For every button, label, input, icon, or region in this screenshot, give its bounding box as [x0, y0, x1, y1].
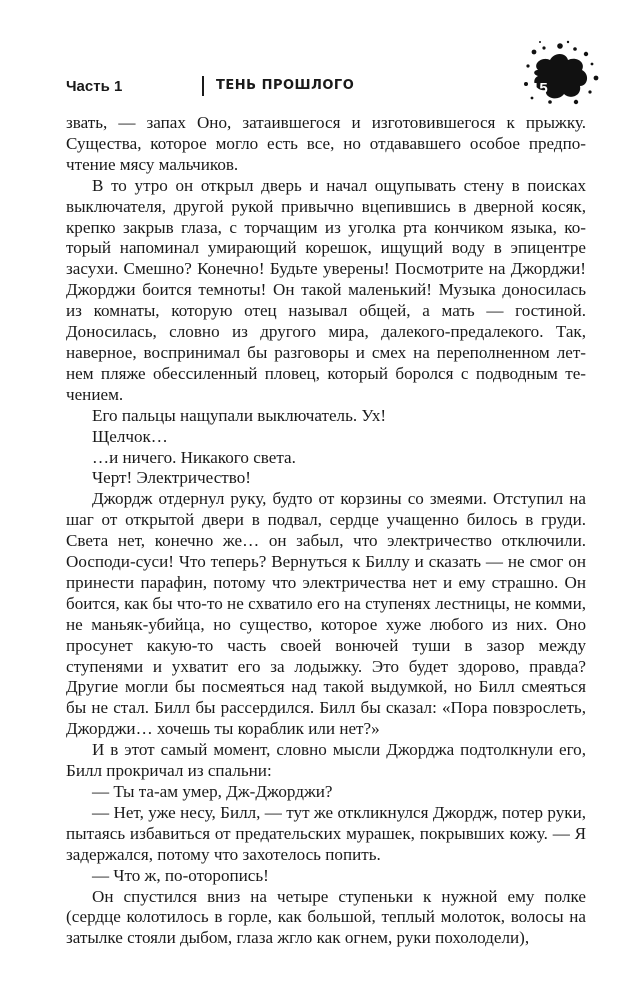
- paragraph: — Нет, уже несу, Билл, — тут же откликнулся Джордж, потер руки, пытаясь избавиться от предательских мурашек, покрывших кожу. — Я задержался, потому что захотелось попить.: [66, 802, 586, 864]
- paragraph: Черт! Электричество!: [92, 468, 251, 488]
- paragraph: звать, — запах Оно, затаившегося и изготовившегося к прыжку. Существа, которое могло есть все, но отдававшего особое предпочтение мясу мальчиков.: [66, 113, 586, 174]
- paragraph: Он спустился вниз на четыре ступеньки к нужной ему полке (сердце колотилось в горле, как большой, теплый молоток, волосы на затылке стояли дыбом, глаза жгло как огнем, руки похолодели),: [66, 886, 586, 948]
- paragraph: — Что ж, по-оторопись!: [92, 865, 269, 885]
- paragraph: И в этот самый момент, словно мысли Джорджа подтолкнули его, Билл прокричал из спальни:: [66, 740, 586, 781]
- section-title: ТЕНЬ ПРОШЛОГО: [216, 78, 355, 93]
- page-number: 15: [531, 80, 548, 97]
- paragraph: В то утро он открыл дверь и начал ощупывать стену в поисках выключателя, другой рукой привычно вцепившись в дверной косяк, крепко закрыв глаза, с торчащим из уголка рта кончиком языка, который напоминал умирающий корешок, ищущий воду в эпицентре засухи. Смешно? Конечно! Будьте уверены! Посмотрите на Джорджи! Джорджи боится темноты! Он такой маленький! Музыка доносилась из комнаты, которую отец называл общей, а мать — гостиной. Доносилась, словно из другого мира, далекого-предалекого. Так, наверное, воспринимал бы разговоры и смех на переполненном летнем пляже обессиленный пловец, который боролся с подводным течением.: [66, 175, 586, 404]
- paragraph: — Ты та-ам умер, Дж-Джорджи?: [92, 782, 333, 801]
- running-header: [66, 78, 586, 100]
- header-separator: [202, 76, 204, 96]
- part-label: Часть 1: [66, 78, 123, 95]
- body-text: [66, 113, 586, 949]
- paragraph: …и ничего. Никакого света.: [92, 447, 296, 467]
- paragraph: Щелчок…: [92, 426, 168, 446]
- paragraph: Его пальцы нащупали выключатель. Ух!: [92, 405, 387, 425]
- paragraph: Джордж отдернул руку, будто от корзины со змеями. Отступил на шаг от открытой двери в подвал, сердце учащенно билось в груди. Света нет, конечно же… он забыл, что электричество отключили. Оосподи-суси! Что теперь? Вернуться к Биллу и сказать — не смог он принести парафин, потому что электричества нет и ему страшно. Он боится, как бы что-то не схватило его на ступенях лестницы, не комми, не маньяк-убийца, но существо, которое хуже любого из них. Оно просунет какую-то часть своей вонючей туши в зазор между ступенями и ухватит его за лодыжку. Это будет здорово, правда? Другие могли бы посмеяться над такой выдумкой, но Билл смеяться бы не стал. Билл бы рассердился. Билл бы сказал: «Пора повзрослеть, Джорджи… хочешь ты кораблик или нет?»: [66, 489, 586, 739]
